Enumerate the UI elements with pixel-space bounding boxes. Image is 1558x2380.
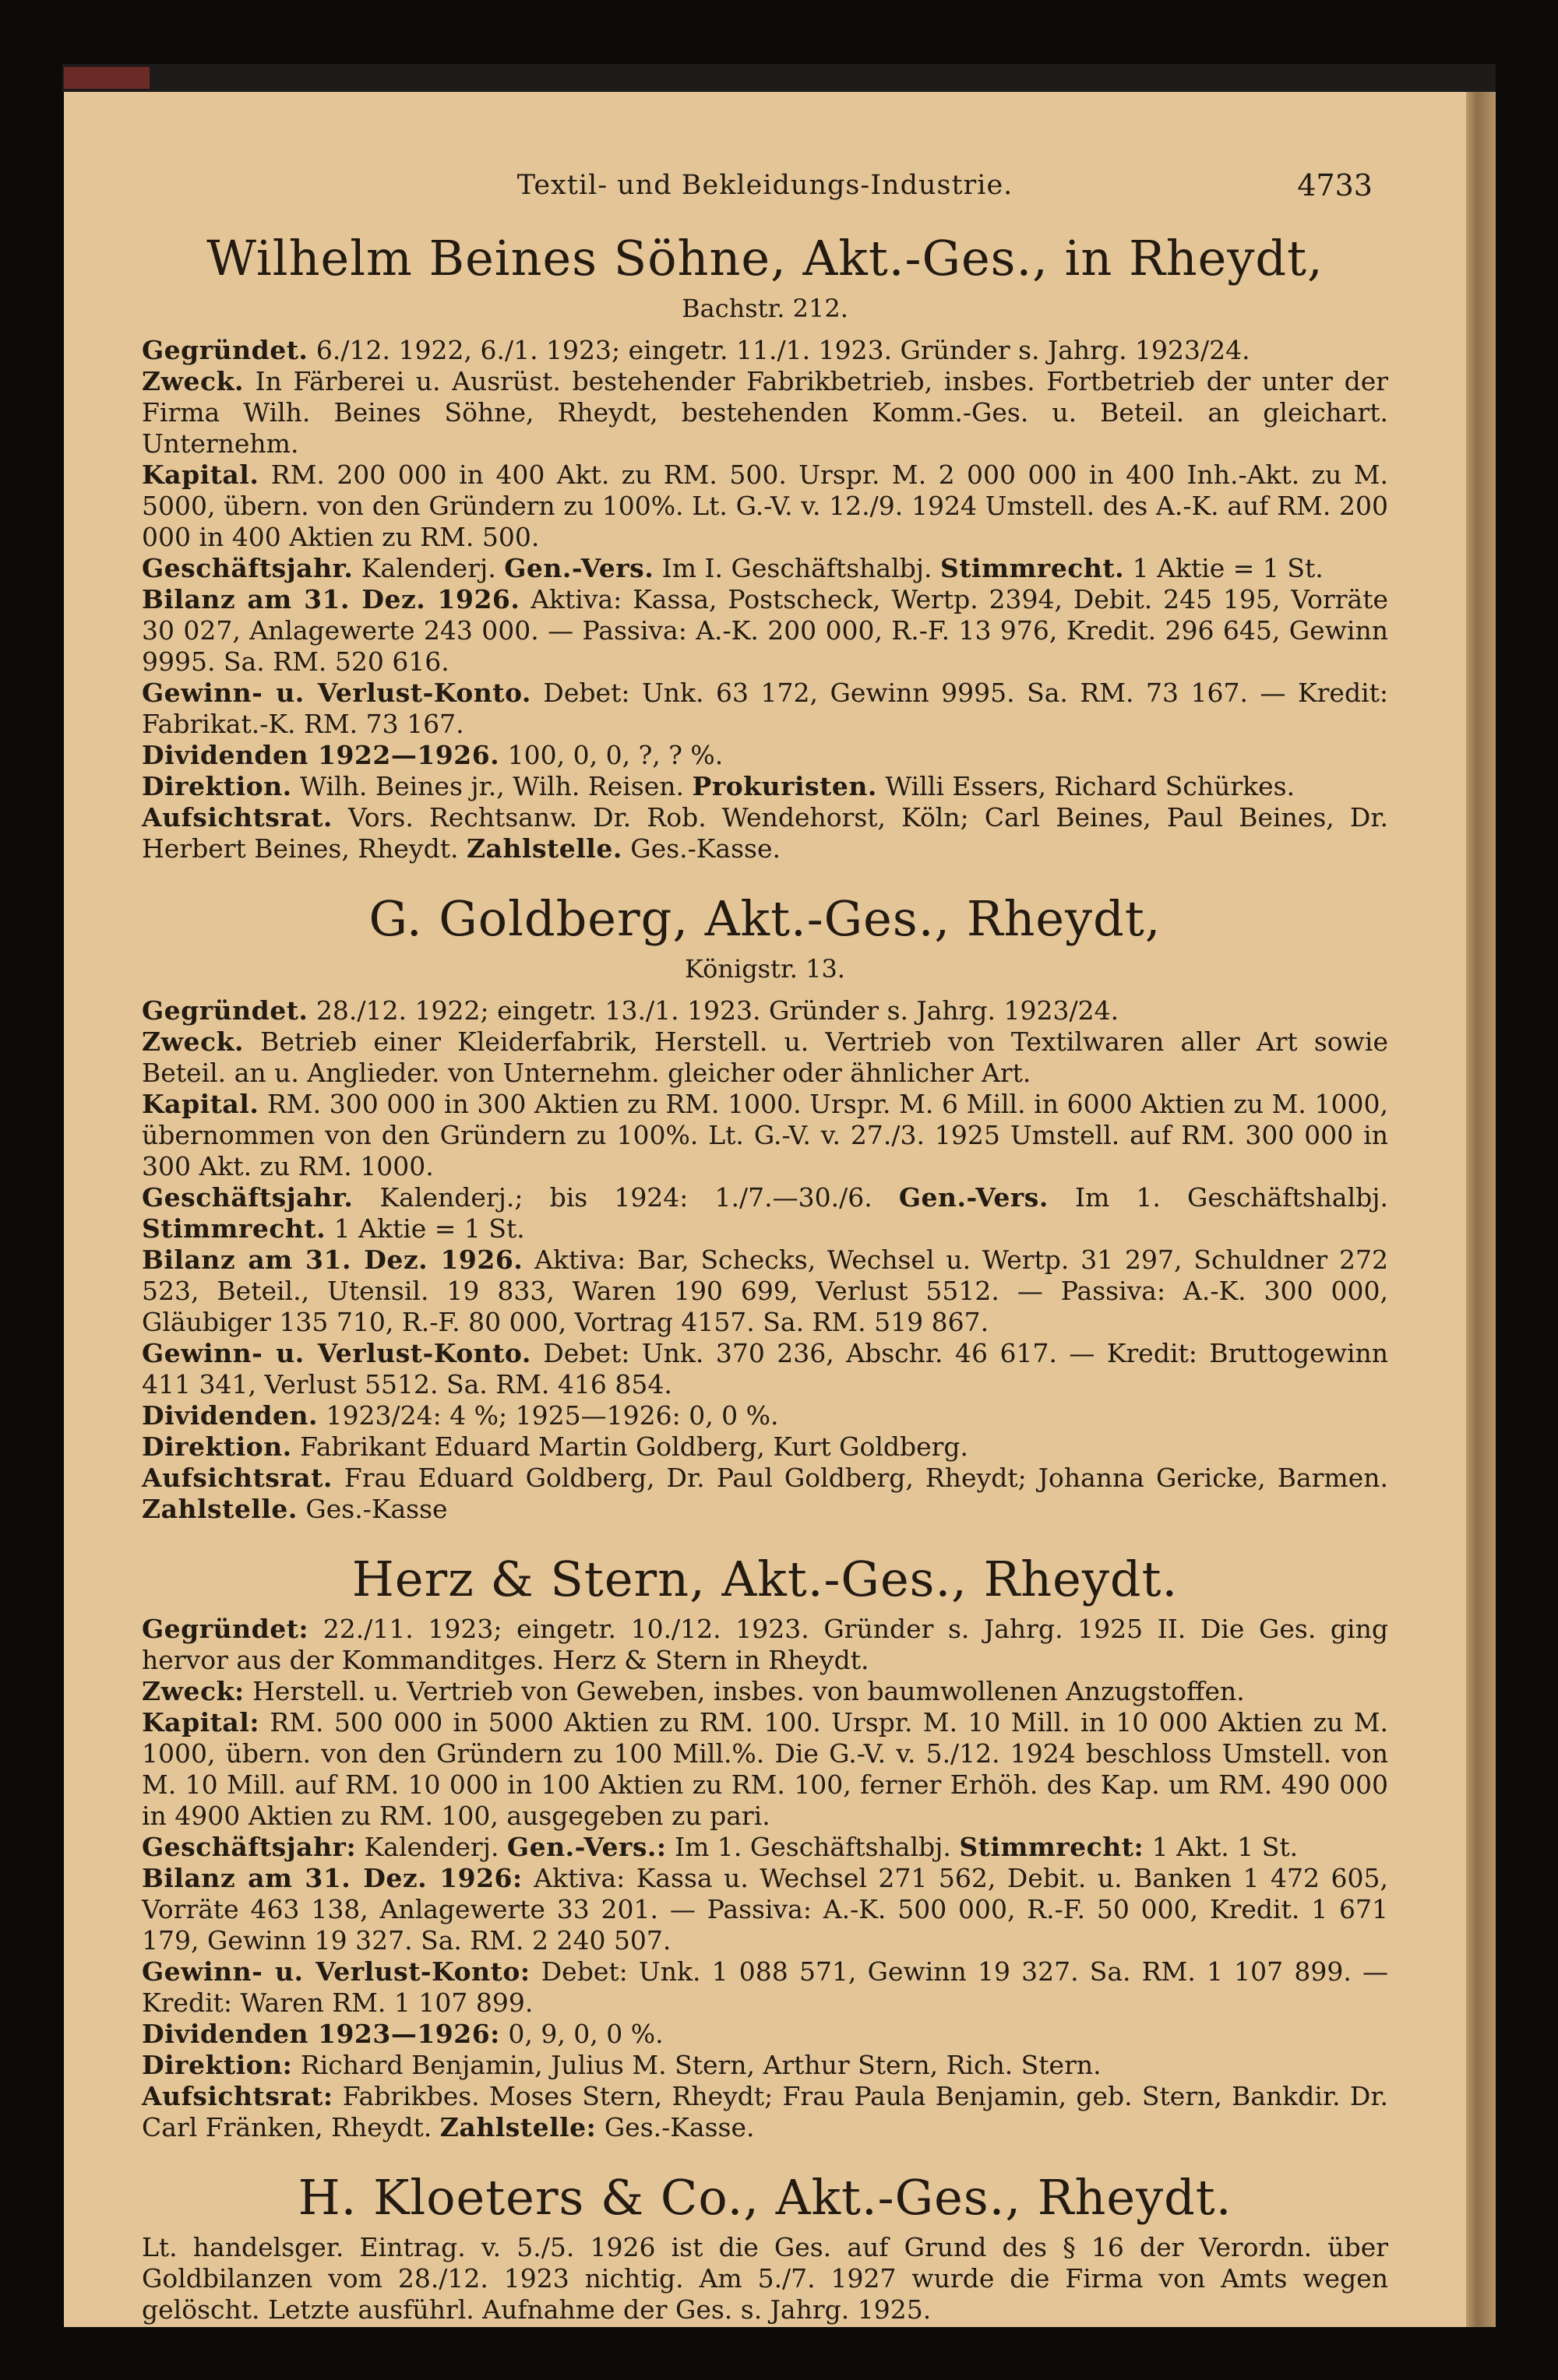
field-label: Gegründet: bbox=[142, 1614, 309, 1644]
field-text: 1923/24: 4 %; 1925—1926: 0, 0 %. bbox=[317, 1400, 779, 1431]
field-label: Zahlstelle: bbox=[439, 2112, 597, 2142]
entry-body bbox=[142, 2232, 1388, 2325]
entry-line bbox=[142, 584, 1388, 678]
field-text: Ges.-Kasse. bbox=[596, 2112, 755, 2142]
field-text: Im 1. Geschäftshalbj. bbox=[666, 1832, 960, 1862]
field-label: Dividenden 1923—1926: bbox=[142, 2019, 500, 2049]
field-label: Zahlstelle. bbox=[142, 1494, 298, 1524]
field-label: Aufsichtsrat. bbox=[142, 802, 333, 833]
entry-line bbox=[142, 1245, 1388, 1338]
field-text: Vors. Rechtsanw. Dr. Rob. Wendehorst, Köln; Carl Beines, Paul Beines, Dr. Herbert Beines, Rheydt. bbox=[142, 802, 1388, 864]
field-text: Richard Benjamin, Julius M. Stern, Arthur Stern, Rich. Stern. bbox=[292, 2050, 1102, 2080]
field-label: Stimmrecht. bbox=[939, 553, 1125, 583]
field-text: Fabrikbes. Moses Stern, Rheydt; Frau Paula Benjamin, geb. Stern, Bankdir. Dr. Carl Fränken, Rheydt. bbox=[142, 2081, 1388, 2142]
entry-line bbox=[142, 1026, 1388, 1089]
entry-line bbox=[142, 2050, 1388, 2081]
entry-line bbox=[142, 1863, 1388, 1956]
page-content bbox=[142, 170, 1388, 2327]
field-label: Dividenden. bbox=[142, 1400, 318, 1431]
entry-line bbox=[142, 1956, 1388, 2019]
company-name: H. Kloeters & Co., Akt.-Ges., Rheydt. bbox=[298, 2169, 1232, 2226]
field-label: Gegründet. bbox=[142, 335, 308, 365]
entry-body bbox=[142, 995, 1388, 1525]
field-text: Ges.-Kasse. bbox=[622, 833, 781, 864]
field-label: Gewinn- u. Verlust-Konto. bbox=[142, 1338, 531, 1368]
entry-line bbox=[142, 2232, 1388, 2325]
field-text: 28./12. 1922; eingetr. 13./1. 1923. Gründer s. Jahrg. 1923/24. bbox=[308, 995, 1119, 1026]
running-title: Textil- und Bekleidungs-Industrie. bbox=[516, 170, 1013, 201]
entry-line bbox=[142, 1614, 1388, 1676]
field-text: Debet: Unk. 1 088 571, Gewinn 19 327. Sa. RM. 1 107 899. — Kredit: Waren RM. 1 107 899. bbox=[142, 1956, 1388, 2018]
book-page bbox=[64, 92, 1466, 2327]
field-label: Direktion: bbox=[142, 2050, 293, 2080]
field-label: Direktion. bbox=[142, 771, 292, 801]
field-text: Betrieb einer Kleiderfabrik, Herstell. u. Vertrieb von Textilwaren aller Art sowie Beteil. an u. Anglieder. von Unternehm. gleicher oder ähnlicher Art. bbox=[142, 1026, 1388, 1088]
entry-line bbox=[142, 553, 1388, 584]
company-address: Bachstr. 212. bbox=[682, 294, 848, 323]
entry-line bbox=[142, 1400, 1388, 1431]
field-label: Dividenden 1922—1926. bbox=[142, 740, 500, 770]
field-label: Kapital. bbox=[142, 1089, 259, 1119]
page-number: 4733 bbox=[1297, 168, 1373, 202]
field-text: Willi Essers, Richard Schürkes. bbox=[876, 771, 1295, 801]
field-text: Kalenderj.; bis 1924: 1./7.—30./6. bbox=[353, 1182, 899, 1213]
entry-line bbox=[142, 740, 1388, 771]
field-text: In Färberei u. Ausrüst. bestehender Fabrikbetrieb, insbes. Fortbetrieb der unter der Firma Wilh. Beines Söhne, Rheydt, bestehenden Komm.-Ges. u. Beteil. an gleichart. Unternehm. bbox=[142, 366, 1388, 459]
field-label: Gen.-Vers.: bbox=[506, 1832, 667, 1862]
field-text: Aktiva: Bar, Schecks, Wechsel u. Wertp. 31 297, Schuldner 272 523, Beteil., Utensil. 19 833, Waren 190 699, Verlust 5512. — Passiva: A.-K. 300 000, Gläubiger 135 710, R.-F. 80 000, Vortrag 4157. Sa. RM. 519 867. bbox=[142, 1245, 1388, 1337]
field-text: Debet: Unk. 370 236, Abschr. 46 617. — Kredit: Bruttogewinn 411 341, Verlust 5512. Sa. RM. 416 854. bbox=[142, 1338, 1389, 1399]
field-text: RM. 200 000 in 400 Akt. zu RM. 500. Urspr. M. 2 000 000 in 400 Inh.-Akt. zu M. 5000, übern. von den Gründern zu 100%. Lt. G.-V. v. 12./9. 1924 Umstell. des A.-K. auf RM. 200 000 in 400 Aktien zu RM. 500. bbox=[142, 459, 1388, 552]
field-label: Geschäftsjahr. bbox=[142, 1182, 354, 1213]
entry-line bbox=[142, 1676, 1388, 1707]
field-text: RM. 300 000 in 300 Aktien zu RM. 1000. Urspr. M. 6 Mill. in 6000 Aktien zu M. 1000, übernommen von den Gründern zu 100%. Lt. G.-V. v. 27./3. 1925 Umstell. auf RM. 300 000 in 300 Akt. zu RM. 1000. bbox=[142, 1089, 1388, 1181]
company-entry bbox=[142, 2170, 1388, 2325]
field-text: 0, 9, 0, 0 %. bbox=[499, 2019, 664, 2049]
company-name: Herz & Stern, Akt.-Ges., Rheydt. bbox=[351, 1551, 1179, 1607]
field-label: Zweck. bbox=[142, 1026, 244, 1057]
field-label: Bilanz am 31. Dez. 1926. bbox=[142, 584, 520, 614]
entry-line bbox=[142, 1182, 1388, 1245]
field-text: Ges.-Kasse bbox=[297, 1494, 448, 1524]
entry-line bbox=[142, 2019, 1388, 2050]
running-header bbox=[142, 170, 1388, 217]
book-binding bbox=[62, 64, 1496, 92]
field-label: Stimmrecht. bbox=[142, 1213, 326, 1244]
field-label: Aufsichtsrat: bbox=[142, 2081, 333, 2111]
entry-body bbox=[142, 335, 1388, 864]
field-text: Aktiva: Kassa u. Wechsel 271 562, Debit. u. Banken 1 472 605, Vorräte 463 138, Anlagewerte 33 201. — Passiva: A.-K. 500 000, R.-F. 50 000, Kredit. 1 671 179, Gewinn 19 327. Sa. RM. 2 240 507. bbox=[142, 1863, 1388, 1956]
field-label: Gewinn- u. Verlust-Konto. bbox=[142, 678, 531, 708]
field-label: Gegründet. bbox=[142, 995, 308, 1026]
field-text: Debet: Unk. 63 172, Gewinn 9995. Sa. RM. 73 167. — Kredit: Fabrikat.-K. RM. 73 167. bbox=[142, 678, 1389, 739]
entry-line bbox=[142, 2081, 1388, 2143]
field-label: Aufsichtsrat. bbox=[142, 1463, 333, 1493]
field-label: Zweck: bbox=[142, 1676, 245, 1706]
company-entry bbox=[142, 891, 1388, 1525]
binding-ribbon bbox=[64, 67, 150, 89]
company-entry bbox=[142, 1551, 1388, 2143]
field-text: Wilh. Beines jr., Wilh. Reisen. bbox=[291, 771, 693, 801]
field-text: 6./12. 1922, 6./1. 1923; eingetr. 11./1. 1923. Gründer s. Jahrg. 1923/24. bbox=[308, 335, 1250, 365]
field-text: Herstell. u. Vertrieb von Geweben, insbes. von baumwollenen Anzugstoffen. bbox=[244, 1676, 1245, 1706]
entry-line bbox=[142, 771, 1388, 802]
entry-line bbox=[142, 1832, 1388, 1863]
field-text: Lt. handelsger. Eintrag. v. 5./5. 1926 ist die Ges. auf Grund des § 16 der Verordn. über Goldbilanzen vom 28./12. 1923 nichtig. Am 5./7. 1927 wurde die Firma von Amts wegen gelöscht. Letzte ausführl. Aufnahme der Ges. s. Jahrg. 1925. bbox=[142, 2232, 1388, 2325]
entry-line bbox=[142, 678, 1388, 740]
entry-line bbox=[142, 459, 1388, 553]
entry-line bbox=[142, 995, 1388, 1026]
entry-line bbox=[142, 1338, 1388, 1400]
company-name: Wilhelm Beines Söhne, Akt.-Ges., in Rheydt, bbox=[206, 230, 1324, 287]
field-label: Prokuristen. bbox=[692, 771, 877, 801]
field-label: Kapital: bbox=[142, 1707, 260, 1737]
field-label: Gen.-Vers. bbox=[504, 553, 654, 583]
field-label: Geschäftsjahr: bbox=[142, 1832, 357, 1862]
field-label: Gen.-Vers. bbox=[898, 1182, 1049, 1213]
field-text: Kalenderj. bbox=[356, 1832, 507, 1862]
field-text: RM. 500 000 in 5000 Aktien zu RM. 100. Urspr. M. 10 Mill. in 10 000 Aktien zu M. 1000, übern. von den Gründern zu 100 Mill.%. Die G.-V. v. 5./12. 1924 beschloss Umstell. von M. 10 Mill. auf RM. 10 000 in 100 Aktien zu RM. 100, ferner Erhöh. des Kap. um RM. 490 000 in 4900 Aktien zu RM. 100, ausgegeben zu pari. bbox=[142, 1707, 1388, 1831]
company-name: G. Goldberg, Akt.-Ges., Rheydt, bbox=[368, 890, 1161, 947]
field-text: 22./11. 1923; eingetr. 10./12. 1923. Gründer s. Jahrg. 1925 II. Die Ges. ging hervor aus der Kommanditges. Herz & Stern in Rheydt. bbox=[142, 1614, 1388, 1675]
entry-line bbox=[142, 1463, 1388, 1525]
field-label: Bilanz am 31. Dez. 1926. bbox=[142, 1245, 523, 1275]
entry-body bbox=[142, 1614, 1388, 2143]
field-label: Zahlstelle. bbox=[466, 833, 622, 864]
field-text: 1 Akt. 1 St. bbox=[1144, 1832, 1299, 1862]
entry-line bbox=[142, 366, 1388, 459]
entry-line bbox=[142, 335, 1388, 366]
field-text: Fabrikant Eduard Martin Goldberg, Kurt Goldberg. bbox=[291, 1431, 969, 1462]
company-address: Königstr. 13. bbox=[685, 954, 845, 984]
field-text: Kalenderj. bbox=[353, 553, 505, 583]
field-text: 1 Aktie = 1 St. bbox=[1124, 553, 1324, 583]
field-text: Im I. Geschäftshalbj. bbox=[654, 553, 940, 583]
entry-line bbox=[142, 1089, 1388, 1182]
entry-line bbox=[142, 1707, 1388, 1832]
entry-line bbox=[142, 802, 1388, 864]
field-label: Direktion. bbox=[142, 1431, 292, 1462]
field-label: Kapital. bbox=[142, 459, 259, 490]
field-label: Bilanz am 31. Dez. 1926: bbox=[142, 1863, 523, 1893]
field-text: Aktiva: Kassa, Postscheck, Wertp. 2394, Debit. 245 195, Vorräte 30 027, Anlagewerte 243 000. — Passiva: A.-K. 200 000, R.-F. 13 976, Kredit. 296 645, Gewinn 9995. Sa. RM. 520 616. bbox=[142, 584, 1388, 677]
field-label: Gewinn- u. Verlust-Konto: bbox=[142, 1956, 530, 1987]
field-label: Zweck. bbox=[142, 366, 244, 396]
field-label: Stimmrecht: bbox=[959, 1832, 1144, 1862]
field-label: Geschäftsjahr. bbox=[142, 553, 354, 583]
company-entry bbox=[142, 231, 1388, 864]
field-text: 100, 0, 0, ?, ? %. bbox=[499, 740, 724, 770]
field-text: Frau Eduard Goldberg, Dr. Paul Goldberg, Rheydt; Johanna Gericke, Barmen. bbox=[332, 1463, 1388, 1493]
field-text: 1 Aktie = 1 St. bbox=[326, 1213, 525, 1244]
field-text: Im 1. Geschäftshalbj. bbox=[1048, 1182, 1388, 1213]
entry-line bbox=[142, 1431, 1388, 1463]
